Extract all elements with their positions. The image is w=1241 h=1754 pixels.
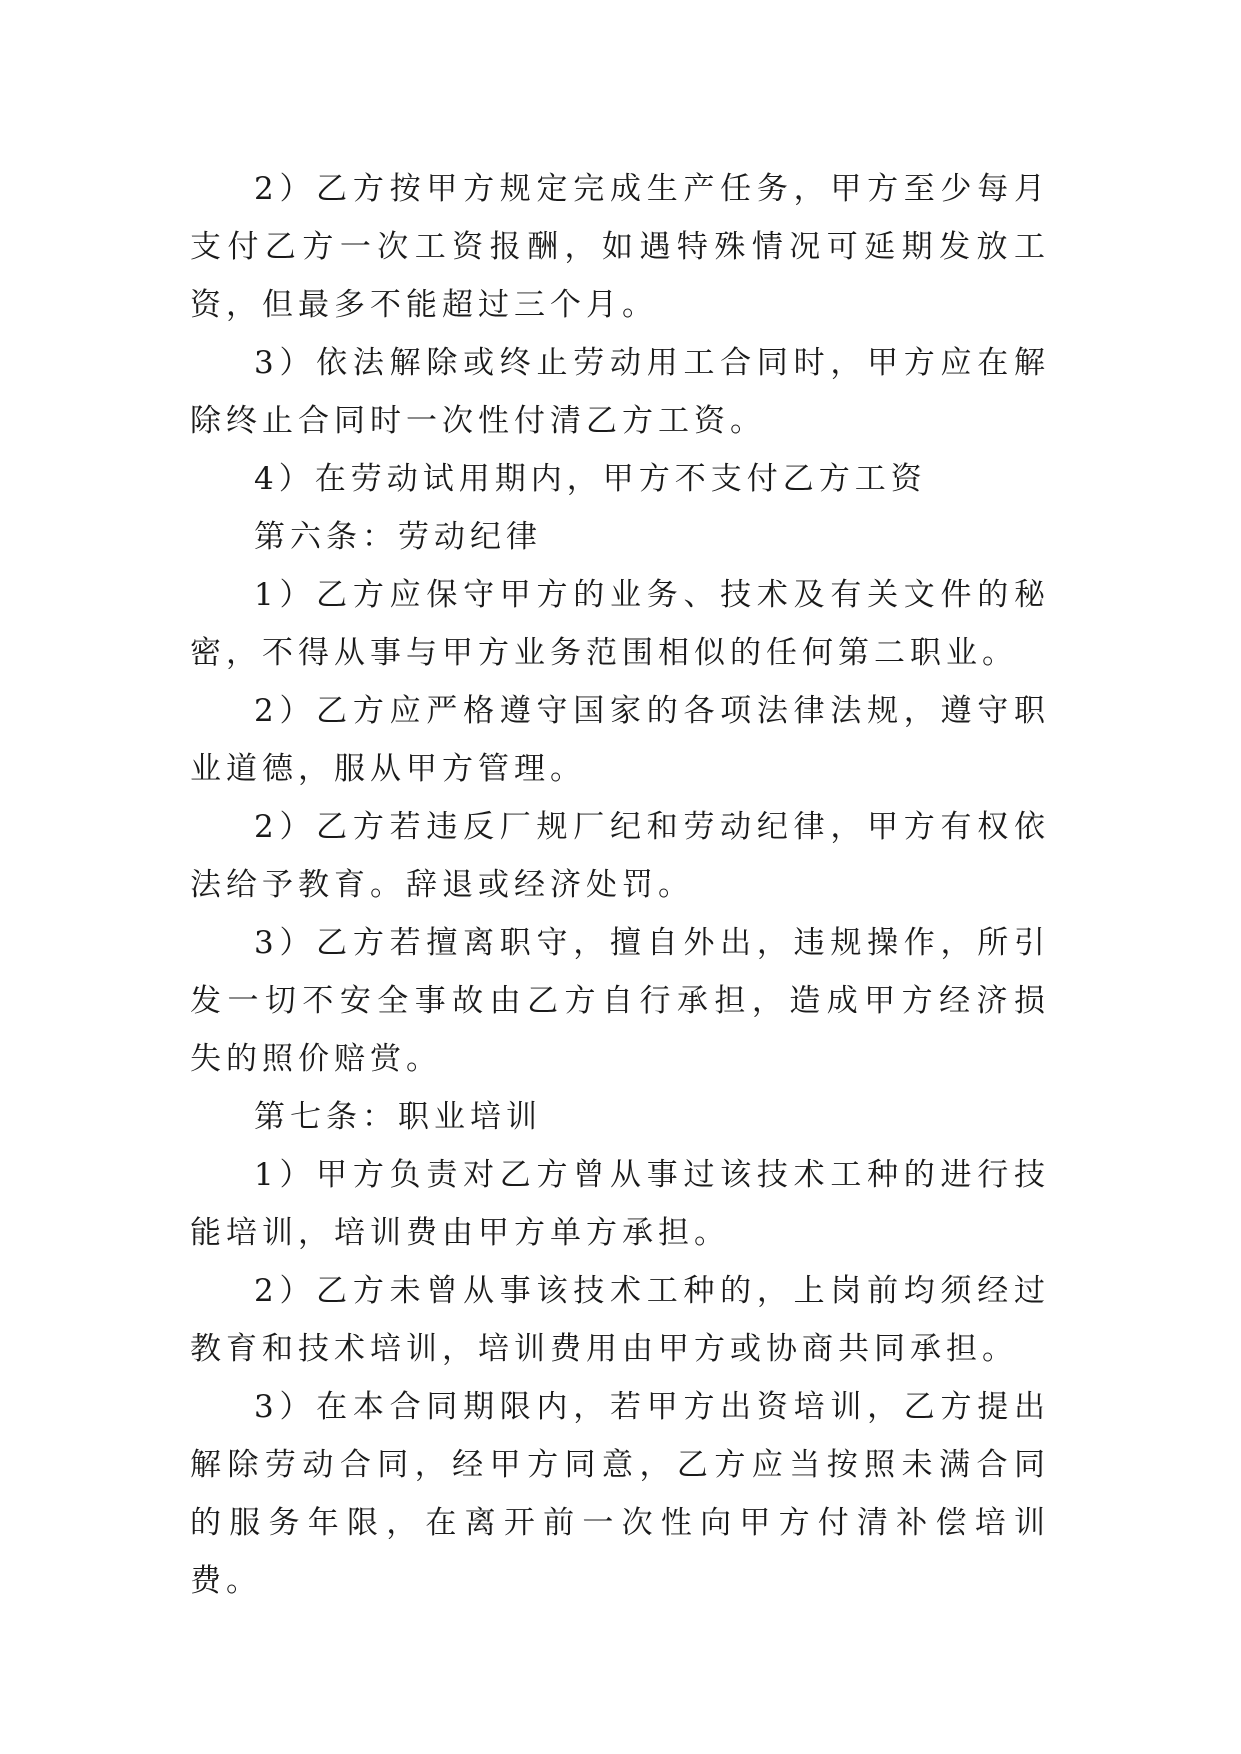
paragraph-discipline-confidentiality: 1）乙方应保守甲方的业务、技术及有关文件的秘密，不得从事与甲方业务范围相似的任何第二职业。 [190, 577, 1050, 671]
paragraph-wage-probation: 4）在劳动试用期内，甲方不支付乙方工资 [254, 461, 927, 497]
paragraph-wage-termination: 3）依法解除或终止劳动用工合同时，甲方应在解除终止合同时一次性付清乙方工资。 [190, 345, 1050, 439]
paragraph-training-experienced: 1）甲方负责对乙方曾从事过该技术工种的进行技能培训，培训费由甲方单方承担。 [190, 1157, 1050, 1251]
paragraph-training-new: 2）乙方未曾从事该技术工种的，上岗前均须经过教育和技术培训，培训费用由甲方或协商共同承担。 [190, 1273, 1050, 1367]
paragraph-discipline-absence: 3）乙方若擅离职守，擅自外出，违规操作，所引发一切不安全事故由乙方自行承担，造成甲方经济损失的照价赔赏。 [190, 925, 1050, 1077]
document-body [190, 160, 1050, 1610]
section-heading-discipline: 第六条：劳动纪律 [254, 519, 542, 555]
paragraph-wage-monthly: 2）乙方按甲方规定完成生产任务，甲方至少每月支付乙方一次工资报酬，如遇特殊情况可延期发放工资，但最多不能超过三个月。 [190, 171, 1050, 323]
paragraph-training-compensation: 3）在本合同期限内，若甲方出资培训，乙方提出解除劳动合同，经甲方同意，乙方应当按照未满合同的服务年限，在离开前一次性向甲方付清补偿培训费。 [190, 1389, 1050, 1599]
section-heading-training: 第七条：职业培训 [254, 1099, 542, 1135]
paragraph-discipline-laws: 2）乙方应严格遵守国家的各项法律法规，遵守职业道德，服从甲方管理。 [190, 693, 1050, 787]
paragraph-discipline-violations: 2）乙方若违反厂规厂纪和劳动纪律，甲方有权依法给予教育。辞退或经济处罚。 [190, 809, 1050, 903]
